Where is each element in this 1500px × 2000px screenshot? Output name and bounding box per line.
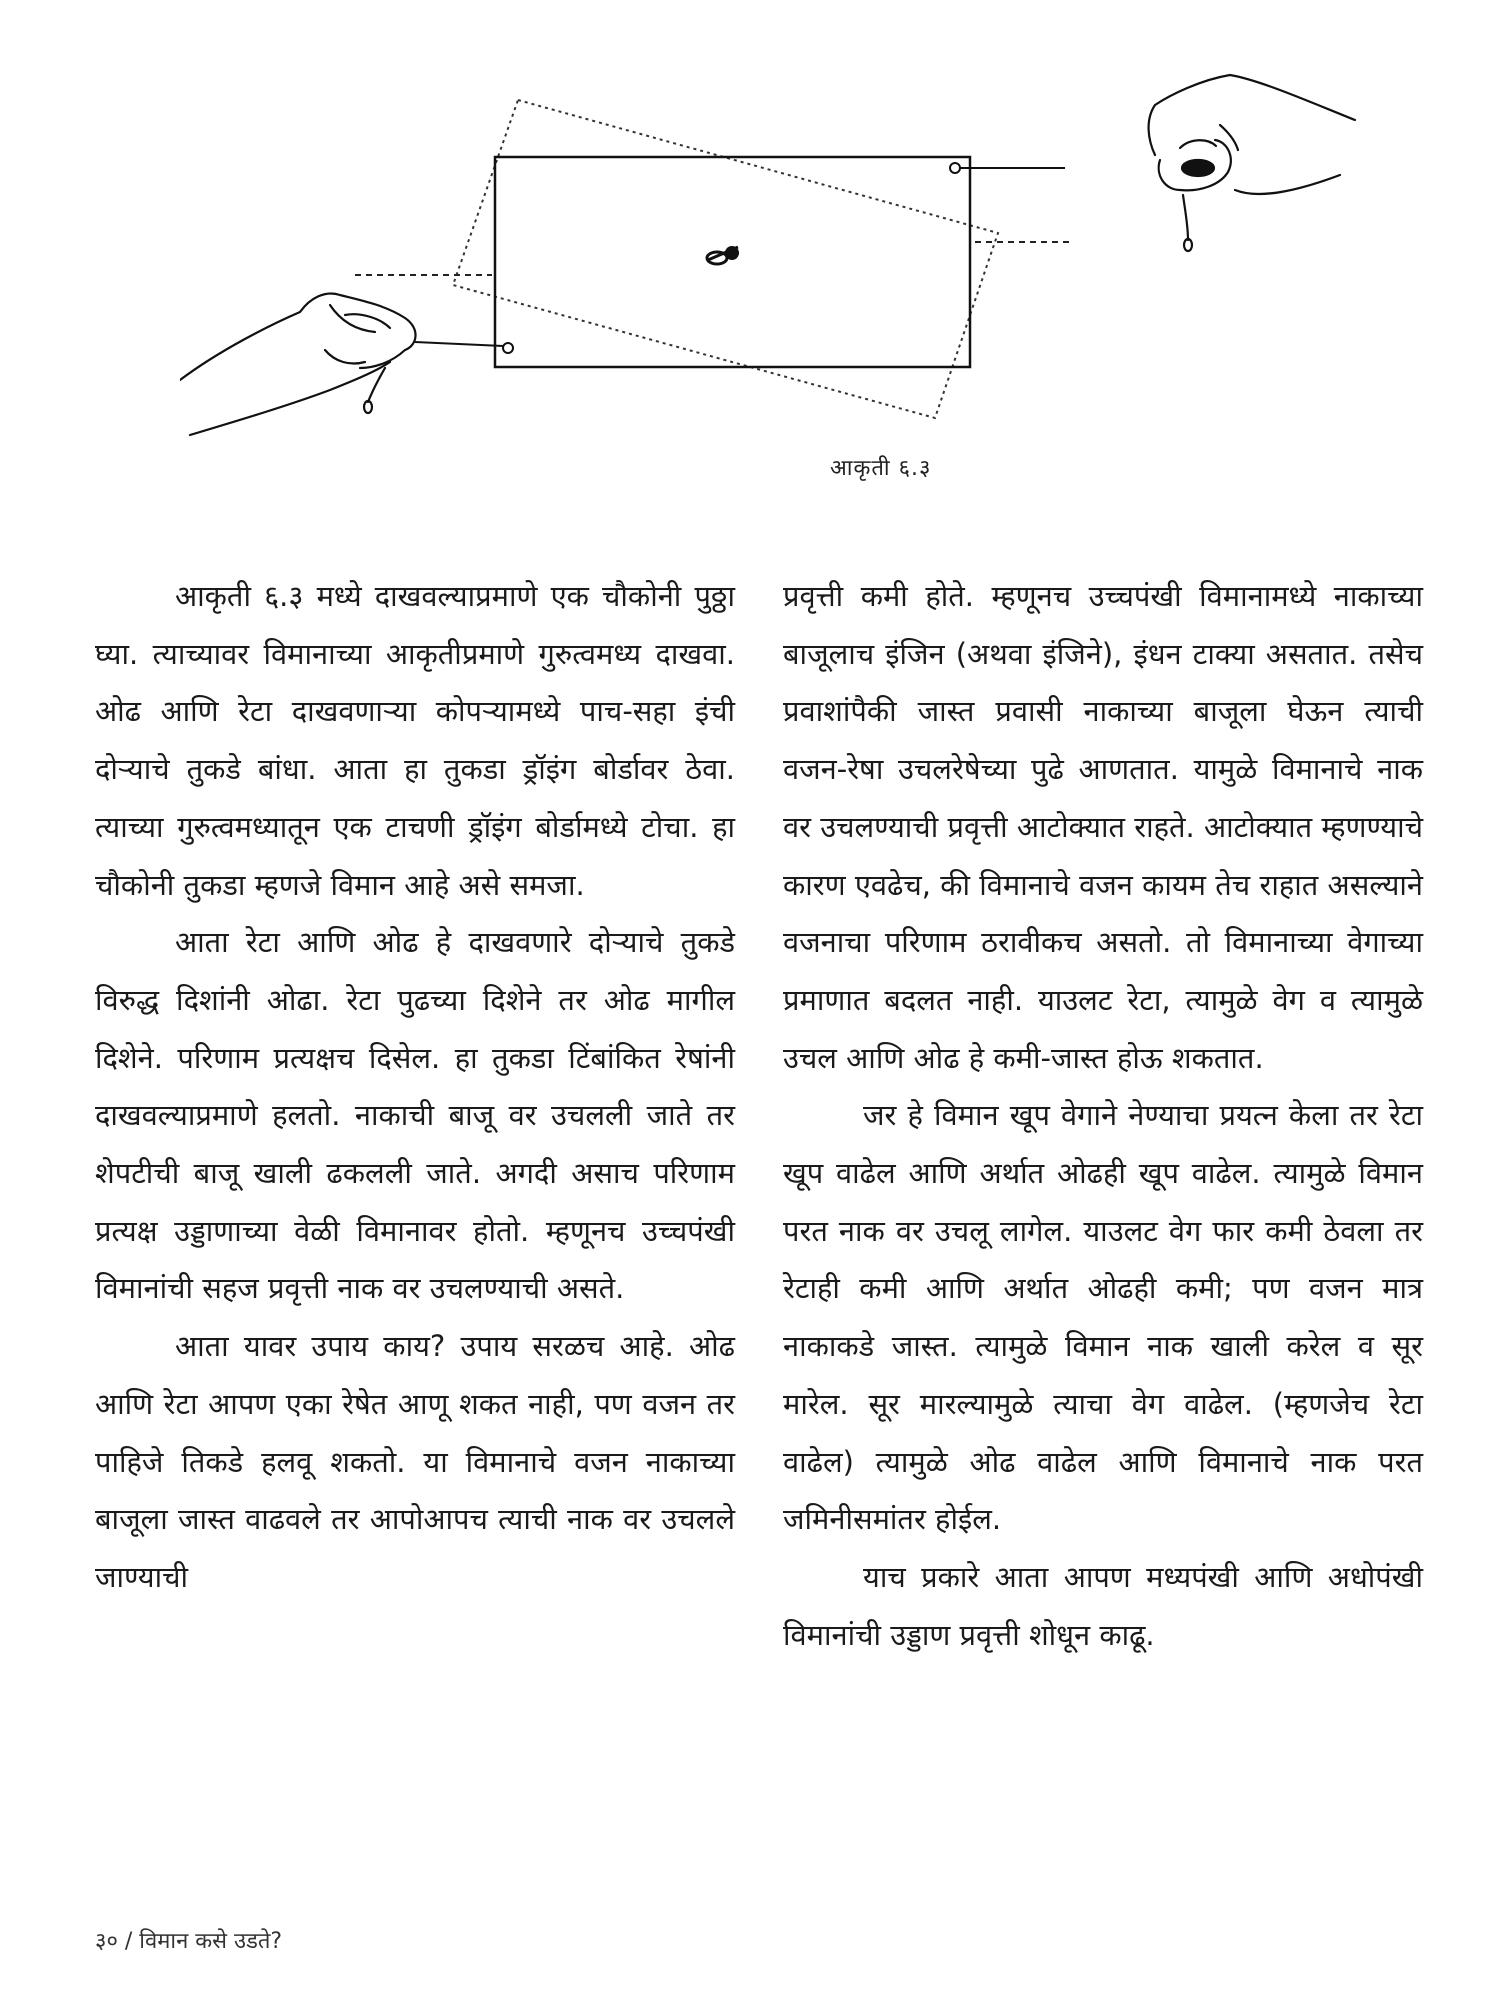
right-string-hole	[950, 163, 960, 173]
paragraph: आता रेटा आणि ओढ हे दाखवणारे दोऱ्याचे तुकडे विरुद्ध दिशांनी ओढा. रेटा पुढच्या दिशेने तर ओढ मागील दिशेने. परिणाम प्रत्यक्षच दिसेल. हा तुकडा टिंबांकित रेषांनी दाखवल्याप्रमाणे हलतो. नाकाची बाजू वर उचलली जाते तर शेपटीची बाजू खाली ढकलली जाते. अगदी असाच परिणाम प्रत्यक्ष उड्डाणाच्या वेळी विमानावर होतो. म्हणूनच उच्चपंखी विमानांची सहज प्रवृत्ती नाक वर उचलण्याची असते.	[95, 925, 735, 1306]
figure-illustration	[180, 50, 1360, 470]
text-column-right	[783, 568, 1423, 1664]
left-string-hole	[503, 343, 513, 353]
paragraph: जर हे विमान खूप वेगाने नेण्याचा प्रयत्न केला तर रेटा खूप वाढेल आणि अर्थात ओढही खूप वाढेल. त्यामुळे विमान परत नाक वर उचलू लागेल. याउलट वेग फार कमी ठेवला तर रेटाही कमी आणि अर्थात ओढही कमी; पण वजन मात्र नाकाकडे जास्त. त्यामुळे विमान नाक खाली करेल व सूर मारेल. सूर मारल्यामुळे त्याचा वेग वाढेल. (म्हणजेच रेटा वाढेल) त्यामुळे ओढ वाढेल आणि विमानाचे नाक परत जमिनीसमांतर होईल.	[783, 1098, 1423, 1537]
paragraph: आकृती ६.३ मध्ये दाखवल्याप्रमाणे एक चौकोनी पुठ्ठा घ्या. त्याच्यावर विमानाच्या आकृतीप्रमाणे गुरुत्वमध्य दाखवा. ओढ आणि रेटा दाखवणाऱ्या कोपऱ्यामध्ये पाच-सहा इंची दोऱ्याचे तुकडे बांधा. आता हा तुकडा ड्रॉइंग बोर्डावर ठेवा. त्याच्या गुरुत्वमध्यातून एक टाचणी ड्रॉइंग बोर्डामध्ये टोचा. हा चौकोनी तुकडा म्हणजे विमान आहे असे समजा.	[95, 579, 735, 902]
paragraph: याच प्रकारे आता आपण मध्यपंखी आणि अधोपंखी विमानांची उड्डाण प्रवृत्ती शोधून काढू.	[783, 1559, 1423, 1652]
paragraph-continued: प्रवृत्ती कमी होते. म्हणूनच उच्चपंखी विमानामध्ये नाकाच्या बाजूलाच इंजिन (अथवा इंजिने), इंधन टाक्या असतात. तसेच प्रवाशांपैकी जास्त प्रवासी नाकाच्या बाजूला घेऊन त्याची वजन-रेषा उचलरेषेच्या पुढे आणतात. यामुळे विमानाचे नाक वर उचलण्याची प्रवृत्ती आटोक्यात राहते. आटोक्यात म्हणण्याचे कारण एवढेच, की विमानाचे वजन कायम तेच राहात असल्याने वजनाचा परिणाम ठरावीकच असतो. तो विमानाच्या वेगाच्या प्रमाणात बदलत नाही. याउलट रेटा, त्यामुळे वेग व त्यामुळे उचल आणि ओढ हे कमी-जास्त होऊ शकतात.	[783, 579, 1423, 1075]
left-string	[415, 342, 503, 346]
left-hand-drawing	[180, 294, 416, 435]
text-column-left	[95, 568, 735, 1607]
figure-caption: आकृती ६.३	[830, 456, 932, 481]
pin-icon	[707, 246, 739, 264]
figure-6-3	[180, 50, 1360, 481]
page-footer: ३० / विमान कसे उडते?	[95, 1929, 283, 1954]
paragraph: आता यावर उपाय काय? उपाय सरळच आहे. ओढ आणि रेटा आपण एका रेषेत आणू शकत नाही, पण वजन तर पाहिजे तिकडे हलवू शकतो. या विमानाचे वजन नाकाच्या बाजूला जास्त वाढवले तर आपोआपच त्याची नाक वर उचलले जाण्याची	[95, 1329, 735, 1594]
right-hand-drawing	[1149, 75, 1355, 251]
card-rectangle	[495, 157, 970, 367]
